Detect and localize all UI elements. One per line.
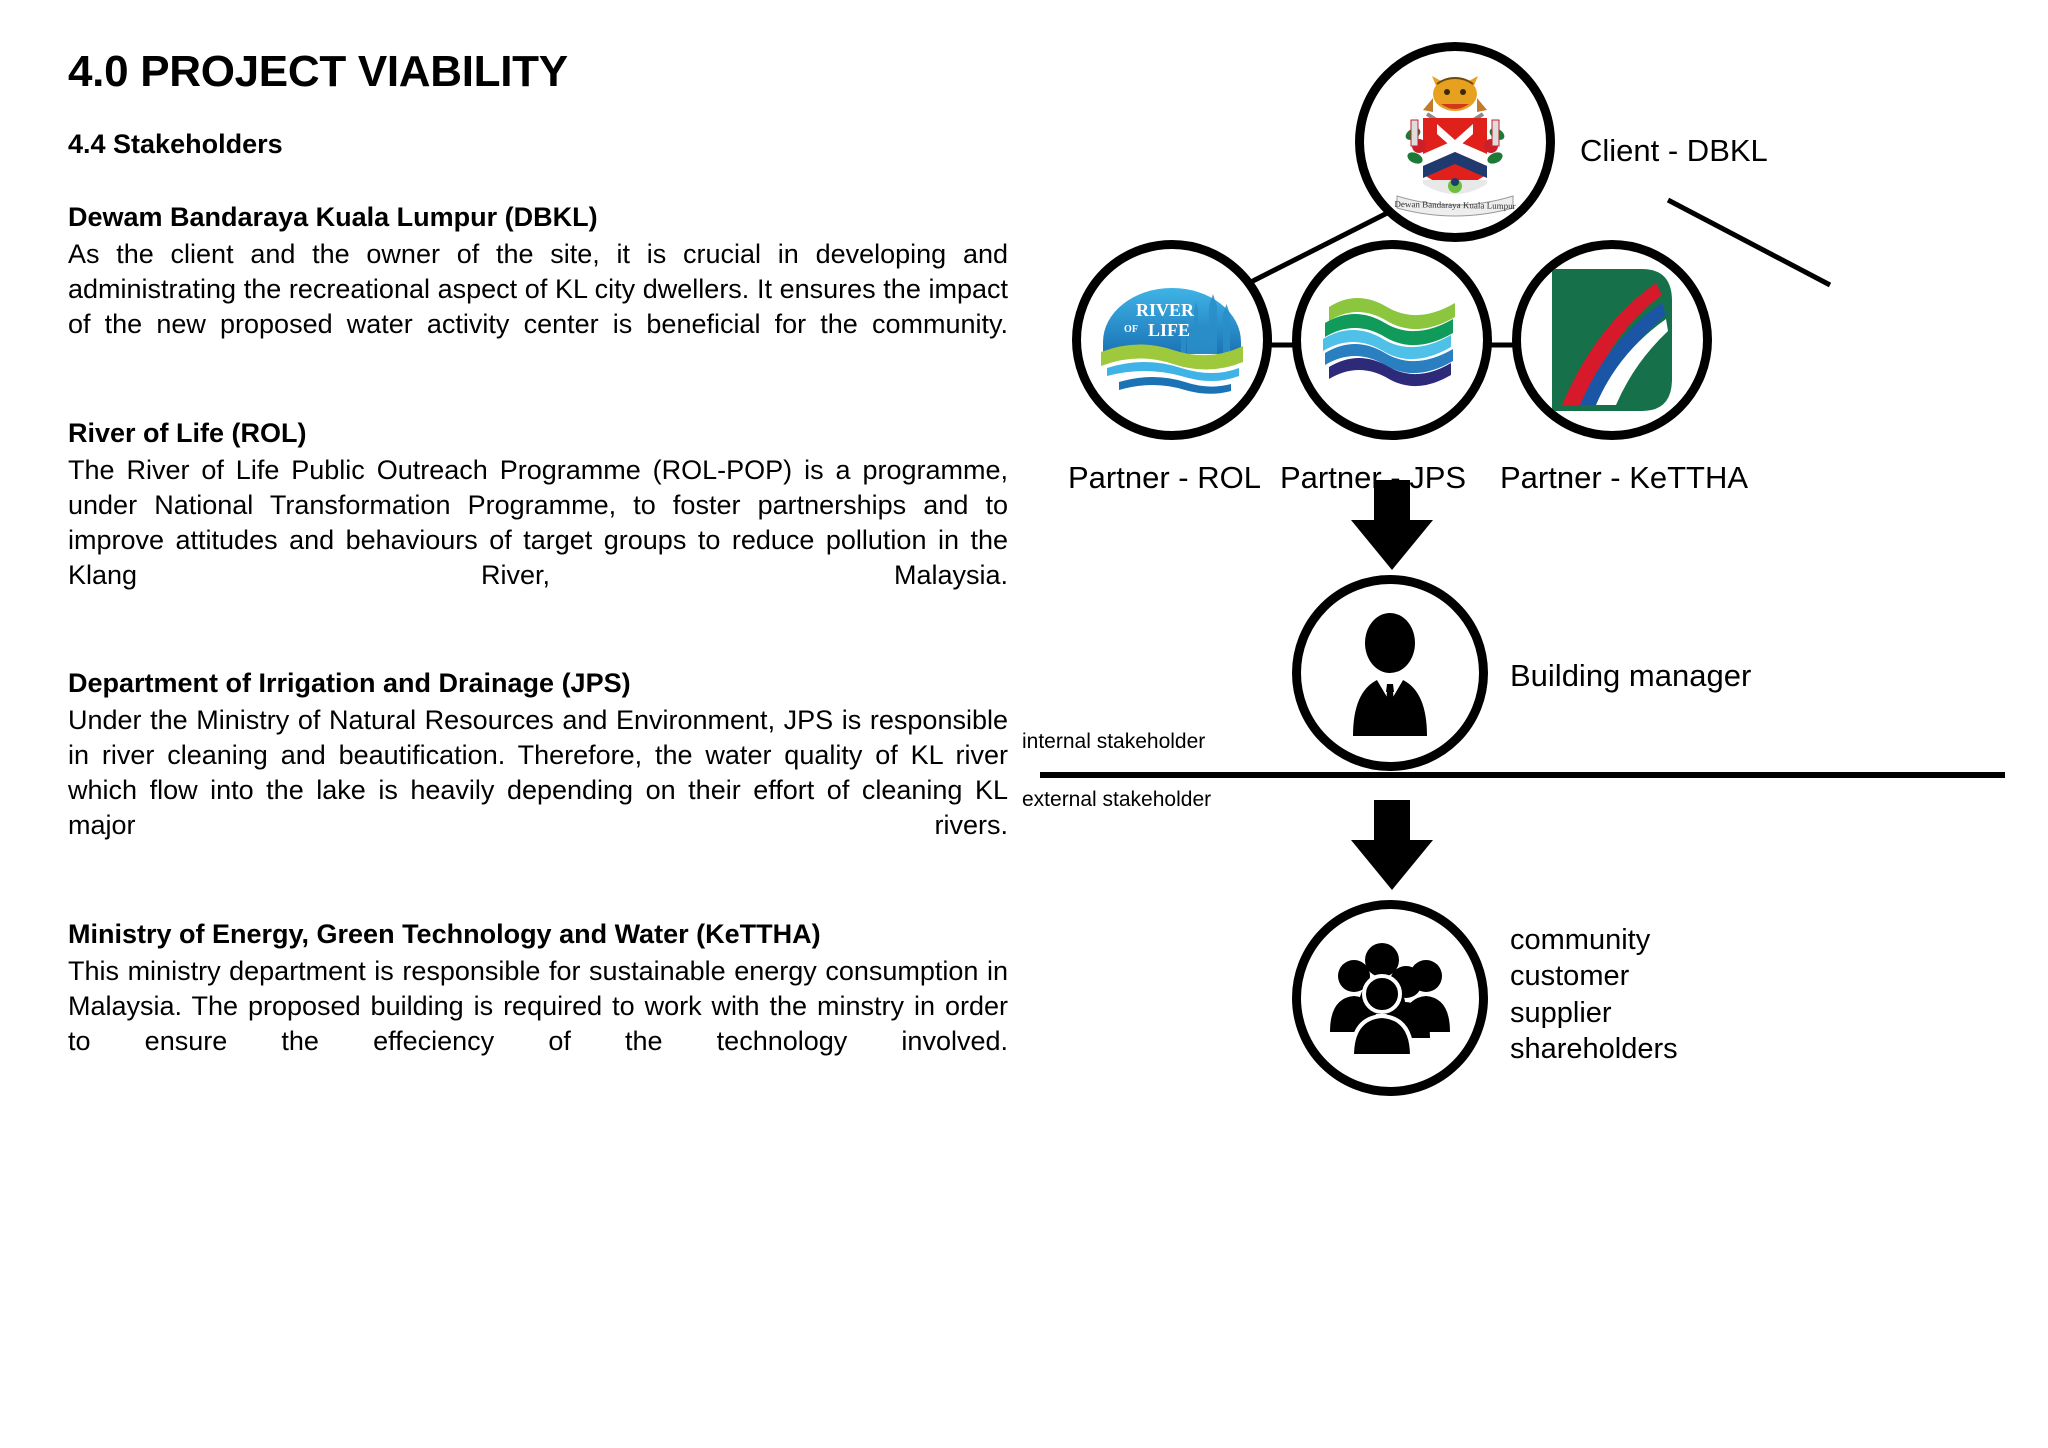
svg-text:Dewan Bandaraya Kuala Lumpur: Dewan Bandaraya Kuala Lumpur	[1394, 198, 1516, 212]
jps-waves-logo-icon	[1317, 285, 1467, 395]
stakeholder-diagram	[1022, 0, 2048, 1448]
stakeholder-block-jps	[68, 666, 1008, 879]
stakeholder-body: As the client and the owner of the site, it is crucial in developing and administrating the recreational aspect of KL city dwellers. It ensures the impact of the new proposed water activity center is beneficial for the community.	[68, 239, 1008, 340]
rol-text-life: LIFE	[1147, 320, 1191, 340]
external-stakeholder-label: external stakeholder	[1022, 788, 1212, 811]
stakeholder-heading: Ministry of Energy, Green Technology and Water (KeTTHA)	[68, 918, 821, 949]
node-label-external-group	[1510, 922, 1678, 1067]
internal-stakeholder-label: internal stakeholder	[1022, 730, 1206, 753]
stakeholder-block-dbkl	[68, 200, 1008, 377]
node-label-client-dbkl: Client - DBKL	[1580, 133, 1768, 168]
river-of-life-logo-icon	[1097, 280, 1247, 400]
stakeholder-heading: Dewam Bandaraya Kuala Lumpur (DBKL)	[68, 202, 598, 233]
node-partner-jps[interactable]	[1292, 240, 1492, 440]
external-label-line: customer	[1510, 960, 1630, 993]
stakeholder-body: Under the Ministry of Natural Resources and Environment, JPS is responsible in river cleaning and beautification. Therefore, the water quality of KL river which flow into the lake is heavily depending on their effort of cleaning KL major rivers.	[68, 705, 1008, 841]
rol-text-of: OF	[1124, 324, 1138, 335]
node-label-partner-kettha: Partner - KeTTHA	[1500, 460, 1749, 495]
external-label-line: shareholders	[1510, 1032, 1678, 1065]
stakeholder-block-kettha	[68, 917, 1008, 1094]
node-label-partner-jps: Partner - JPS	[1280, 460, 1467, 495]
arrow-down-to-external	[1351, 800, 1433, 890]
page-title: 4.0 PROJECT VIABILITY	[68, 47, 568, 96]
node-label-building-manager: Building manager	[1510, 658, 1752, 693]
rol-text-river: RIVER	[1135, 300, 1195, 320]
node-client-dbkl[interactable]	[1355, 42, 1555, 242]
stakeholder-heading: Department of Irrigation and Drainage (JPS)	[68, 668, 631, 699]
node-building-manager[interactable]	[1292, 575, 1488, 771]
node-external-group[interactable]	[1292, 900, 1488, 1096]
stakeholder-block-rol	[68, 416, 1008, 629]
stakeholder-body: The River of Life Public Outreach Programme (ROL-POP) is a programme, under National Transformation Programme, to foster partnerships and to improve attitudes and behaviours of target groups to reduce pollution in the Klang River, Malaysia.	[68, 454, 1008, 590]
node-label-partner-rol: Partner - ROL	[1068, 460, 1261, 495]
document-text-column	[68, 48, 1008, 1132]
dbkl-coat-of-arms-icon	[1375, 62, 1535, 222]
external-label-line: community	[1510, 924, 1651, 956]
connector-dbkl-kettha	[1668, 200, 1830, 285]
stakeholder-body: This ministry department is responsible for sustainable energy consumption in Malaysia. The proposed building is required to work with the minstry in order to ensure the effeciency of the technology involved.	[68, 955, 1008, 1056]
node-partner-rol[interactable]	[1072, 240, 1272, 440]
subsection-title: 4.4 Stakeholders	[68, 129, 283, 160]
person-in-suit-icon	[1327, 610, 1453, 736]
diagram-connectors	[1040, 0, 2048, 1448]
stakeholder-heading: River of Life (ROL)	[68, 417, 307, 448]
kettha-leaf-logo-icon	[1550, 267, 1674, 413]
external-label-line: supplier	[1510, 996, 1612, 1029]
group-of-people-icon	[1324, 940, 1456, 1056]
node-partner-kettha[interactable]	[1512, 240, 1712, 440]
